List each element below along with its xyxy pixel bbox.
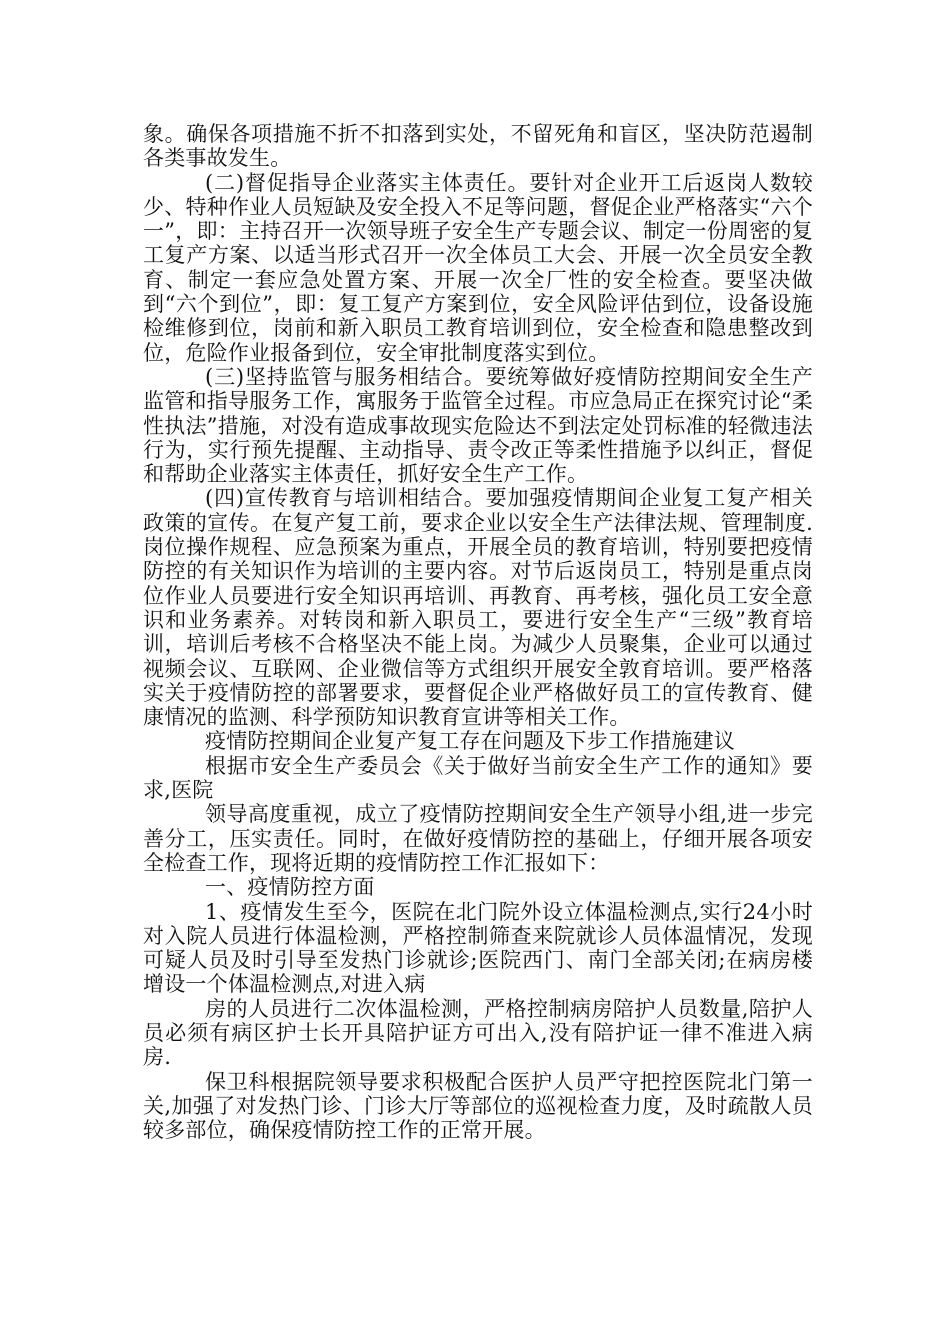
paragraph: 房的人员进行二次体温检测，严格控制病房陪护人员数量,陪护人员必须有病区护士长开具陪护证方可出入,没有陪护证一律不准进入病房. [143,996,813,1070]
paragraph: (三)坚持监管与服务相结合。要统筹做好疫情防控期间安全生产监管和指导服务工作，寓服务于监管全过程。市应急局正在探究讨论“柔性执法”措施，对没有造成事故现实危险达不到法定处罚标准的轻微违法行为，实行预先提醒、主动指导、责令改正等柔性措施予以纠正，督促和帮助企业落实主体责任，抓好安全生产工作。 [143,364,813,487]
paragraph: 象。确保各项措施不折不扣落到实处，不留死角和盲区，坚决防范遏制各类事故发生。 [143,122,813,171]
document-body [143,122,813,1142]
paragraph: 1、疫情发生至今，医院在北门院外设立体温检测点,实行24小时对入院人员进行体温检测，严格控制筛查来院就诊人员体温情况，发现可疑人员及时引导至发热门诊就诊;医院西门、南门全部关闭;在病房楼增设一个体温检测点,对进入病 [143,899,813,997]
paragraph: 领导高度重视，成立了疫情防控期间安全生产领导小组,进一步完善分工，压实责任。同时，在做好疫情防控的基础上，仔细开展各项安全检查工作，现将近期的疫情防控工作汇报如下： [143,802,813,875]
paragraph: (四)宣传教育与培训相结合。要加强疫情期间企业复工复产相关政策的宣传。在复产复工前，要求企业以安全生产法律法规、管理制度.岗位操作规程、应急预案为重点，开展全员的教育培训，特别要把疫情防控的有关知识作为培训的主要内容。对节后返岗员工，特别是重点岗位作业人员要进行安全知识再培训、再教育、再考核，强化员工安全意识和业务素养。对转岗和新入职员工，要进行安全生产“三级”教育培训，培训后考核不合格坚决不能上岗。为减少人员聚集，企业可以通过视频会议、互联网、企业微信等方式组织开展安全敦育培训。要严格落实关于疫情防控的部署要求，要督促企业严格做好员工的宣传教育、健康情况的监测、科学预防知识教育宣讲等相关工作。 [143,486,813,730]
paragraph: 根据市安全生产委员会《关于做好当前安全生产工作的通知》要求,医院 [143,753,813,803]
section-heading: 疫情防控期间企业复产复工存在问题及下步工作措施建议 [205,729,735,754]
paragraph: 保卫科根据院领导要求积极配合医护人员严守把控医院北门第一关,加强了对发热门诊、门诊大厅等部位的巡视检查力度，及时疏散人员较多部位，确保疫情防控工作的正常开展。 [143,1069,813,1143]
paragraph: (二)督促指导企业落实主体责任。要针对企业开工后返岗人数较少、特种作业人员短缺及安全投入不足等问题，督促企业严格落实“六个一”，即：主持召开一次领导班子安全生产专题会议、制定一份周密的复工复产方案、以适当形式召开一次全体员工大会、开展一次全员安全教育、制定一套应急处置方案、开展一次全厂性的安全检查。要坚决做到“六个到位”，即：复工复产方案到位，安全风险评估到位，设备设施检维修到位，岗前和新入职员工教育培训到位，安全检查和隐患整改到位，危险作业报备到位，安全审批制度落实到位。 [143,170,813,365]
section-heading: 一、疫情防控方面 [205,875,375,900]
